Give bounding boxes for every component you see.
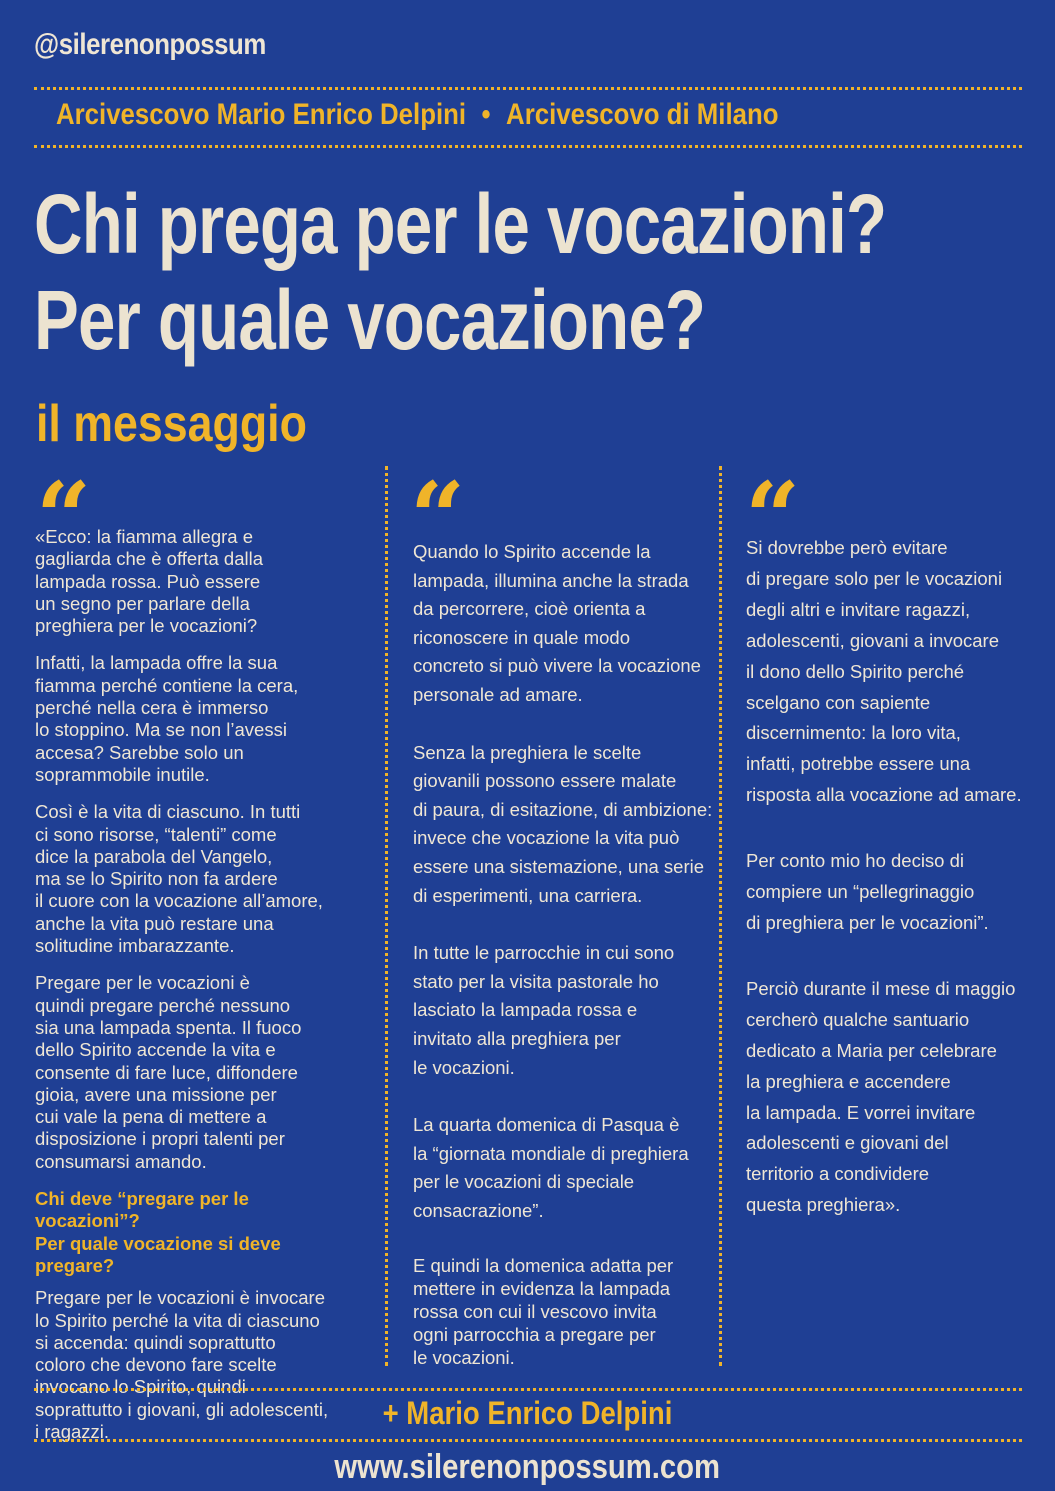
author-name: Arcivescovo Mario Enrico Delpini [56,98,467,131]
website-link[interactable]: www.silerenonpossum.com [334,1448,721,1486]
paragraph: La quarta domenica di Pasqua è la “giornata mondiale di preghiera per le vocazioni di speciale consacrazione”. [413,1114,689,1221]
section-kicker: il messaggio [36,395,307,453]
paragraph: Infatti, la lampada offre la sua fiamma perché contiene la cera, perché nella cera è immerso lo stoppino. Ma se non l’avessi accesa? Sarebbe solo un soprammobile inutile. [35,652,299,785]
paragraph: Senza la preghiera le scelte giovanili possono essere malate di paura, di esitazione, di ambizione: invece che vocazione la vita può essere una sistemazione, una serie di esperimenti, una carriera. [413,741,713,906]
author-role: Arcivescovo di Milano [506,98,779,131]
paragraph: Quando lo Spirito accende la lampada, illumina anche la strada da percorrere, cioè orienta a riconoscere in quale modo concreto si può vivere la vocazione personale ad amare. [413,541,701,705]
column-divider [385,466,388,1366]
column-divider [719,466,722,1366]
paragraph: Pregare per le vocazioni è invocare lo Spirito perché la vita di ciascuno si accenda: quindi soprattutto coloro che devono fare scelte invocano lo Spirito, quindi soprattutto i giovani, gli adolescenti, i ragazzi. [35,1287,329,1442]
website-url [0,1448,1055,1487]
paragraph: Perciò durante il mese di maggio cercherò qualche santuario dedicato a Maria per celebrare la preghiera e accendere la lampada. E vorrei invitare adolescenti e giovani del territorio a condividere questa preghiera». [746,977,1016,1216]
dotted-divider [34,145,1022,148]
message-column-1 [35,526,355,1458]
signature [0,1395,1055,1432]
dotted-divider [34,87,1022,90]
paragraph: «Ecco: la fiamma allegra e gagliarda che è offerta dalla lampada rossa. Può essere un segno per parlare della preghiera per le vocazioni? [35,526,263,637]
dotted-divider [34,1388,1022,1391]
paragraph: Così è la vita di ciascuno. In tutti ci sono risorse, “talenti” come dice la parabola del Vangelo, ma se lo Spirito non fa ardere il cuore con la vocazione all’amore, anche la vita può restare una solitudine imbarazzante. [35,801,323,957]
title-line-2: Per quale vocazione? [34,273,706,367]
paragraph: In tutte le parrocchie in cui sono stato per la visita pastorale ho lasciato la lampada rossa e invitato alla preghiera per le vocazioni. [413,942,675,1078]
paragraph: Per conto mio ho deciso di compiere un “pellegrinaggio di preghiera per le vocazioni”. [746,850,989,933]
bullet-separator: • [481,98,491,131]
paragraph: Si dovrebbe però evitare di pregare solo per le vocazioni degli altri e invitare ragazzi, adolescenti, giovani a invocare il dono dello Spirito perché scelgano con sapiente discernimento: la loro vita, infatti, potrebbe essere una risposta alla vocazione ad amare. [746,537,1022,806]
paragraph: Pregare per le vocazioni è quindi pregare perché nessuno sia una lampada spenta. Il fuoco dello Spirito accende la vita e consente di fare luce, diffondere gioia, avere una missione per cui vale la pena di mettere a disposizione i propri talenti per consumarsi amando. [35,972,302,1172]
signature-text: + Mario Enrico Delpini [382,1395,673,1431]
quote-mark-icon: “ [410,461,466,574]
dotted-divider [34,1439,1022,1442]
author-line [56,98,778,132]
social-handle: @silerenonpossum [34,28,266,61]
message-column-3 [746,533,1036,1256]
quote-mark-icon: “ [745,461,801,574]
question-heading: Chi deve “pregare per le vocazioni”? Per quale vocazione si deve pregare? [35,1188,281,1276]
message-column-2 [413,538,713,1398]
title-line-1: Chi prega per le vocazioni? [34,177,887,271]
page-title [34,176,886,368]
quote-mark-icon: “ [36,461,92,574]
paragraph: E quindi la domenica adatta per mettere in evidenza la lampada rossa con cui il vescovo invita ogni parrocchia a pregare per le vocazioni. [413,1255,674,1369]
